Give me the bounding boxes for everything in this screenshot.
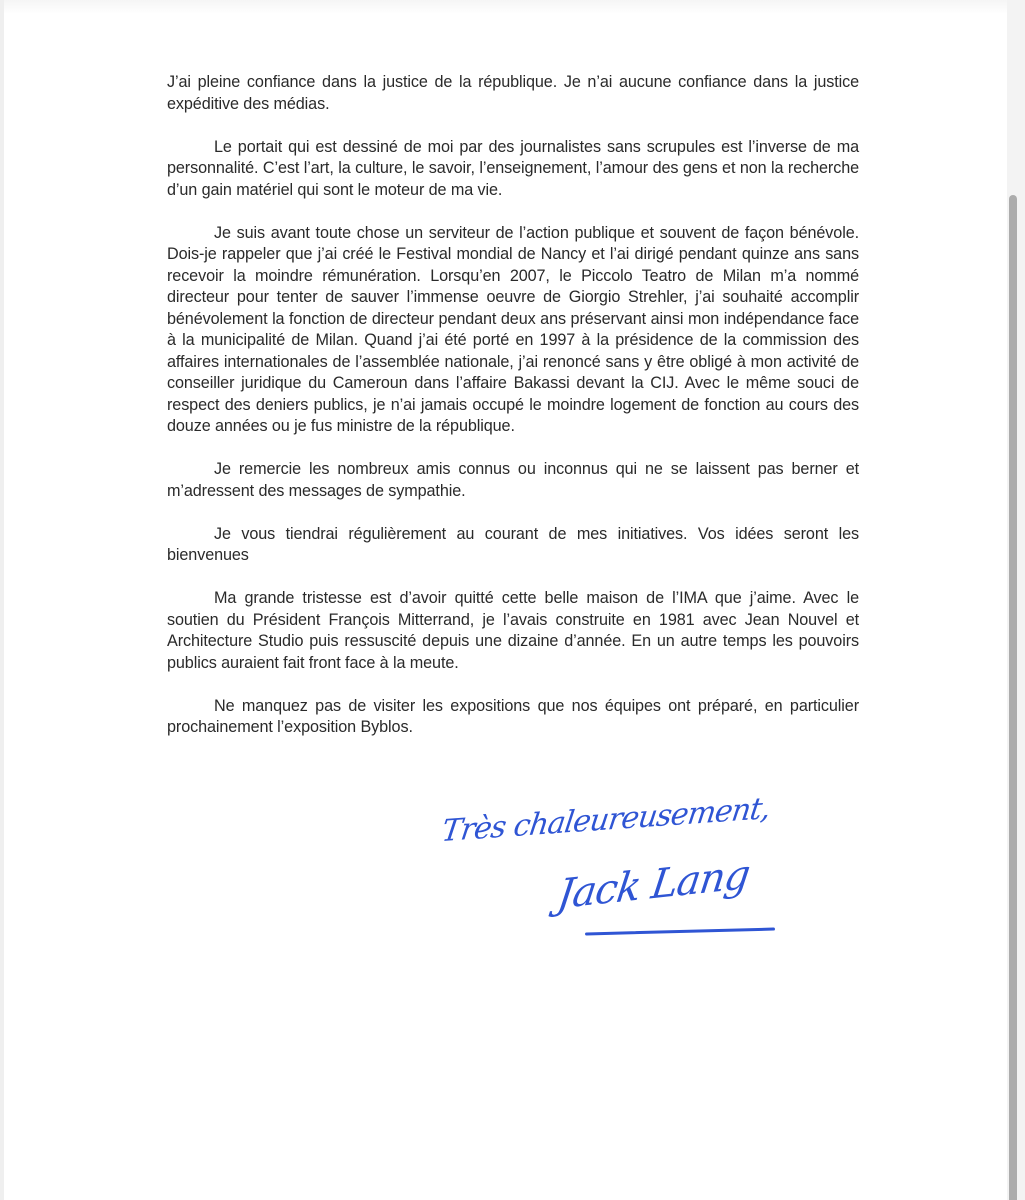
letter-body: [167, 72, 859, 760]
paragraph-exhibitions: Ne manquez pas de visiter les expositions que nos équipes ont préparé, en particulier prochainement l’exposition Byblos.: [167, 696, 859, 736]
signature-block: [430, 790, 810, 970]
paragraph-public-service: Je suis avant toute chose un serviteur de l’action publique et souvent de façon bénévole. Dois-je rappeler que j’ai créé le Festival mondial de Nancy et l’ai dirigé pendant quinze ans sans recevoir la moindre rémunération. Lorsqu’en 2007, le Piccolo Teatro de Milan m’a nommé directeur pour tenter de sauver l’immense oeuvre de Giorgio Strehler, j’ai souhaité accomplir bénévolement la fonction de directeur pendant deux ans préservant ainsi mon indépendance face à la municipalité de Milan. Quand j’ai été porté en 1997 à la présidence de la commission des affaires internationales de l’assemblée nationale, j’ai renoncé sans y être obligé à mon activité de conseiller juridique du Cameroun dans l’affaire Bakassi devant la CIJ. Avec le même souci de respect des deniers publics, je n’ai jamais occupé le moindre logement de fonction au cours des douze années ou je fus ministre de la république.: [167, 223, 859, 435]
viewer-left-edge: [0, 0, 4, 1200]
paragraph-justice: J’ai pleine confiance dans la justice de la république. Je n’ai aucune confiance dans la justice expéditive des médias.: [167, 73, 859, 113]
paragraph-thanks: Je remercie les nombreux amis connus ou inconnus qui ne se laissent pas berner et m’adressent des messages de sympathie.: [167, 460, 859, 500]
paragraph-initiatives: Je vous tiendrai régulièrement au courant de mes initiatives. Vos idées seront les bienvenues: [167, 524, 859, 564]
scrollbar-thumb[interactable]: [1009, 195, 1017, 1200]
paragraph-portrait: Le portait qui est dessiné de moi par des journalistes sans scrupules est l’inverse de ma personnalité. C’est l’art, la culture, le savoir, l’enseignement, l’amour des gens et non la recherche d’un gain matériel qui sont le moteur de ma vie.: [167, 137, 859, 199]
paragraph-ima: Ma grande tristesse est d’avoir quitté cette belle maison de l’IMA que j’aime. Avec le soutien du Président François Mitterrand, je l’avais construite en 1981 avec Jean Nouvel et Architecture Studio puis ressuscité depuis une dizaine d’année. En un autre temps les pouvoirs publics auraient fait front face à la meute.: [167, 589, 859, 672]
signature-underline: [585, 928, 775, 936]
handwritten-signature: Jack Lang: [554, 851, 753, 919]
handwritten-closing: Très chaleureusement,: [439, 790, 773, 850]
page-top-shadow: [4, 0, 1007, 14]
